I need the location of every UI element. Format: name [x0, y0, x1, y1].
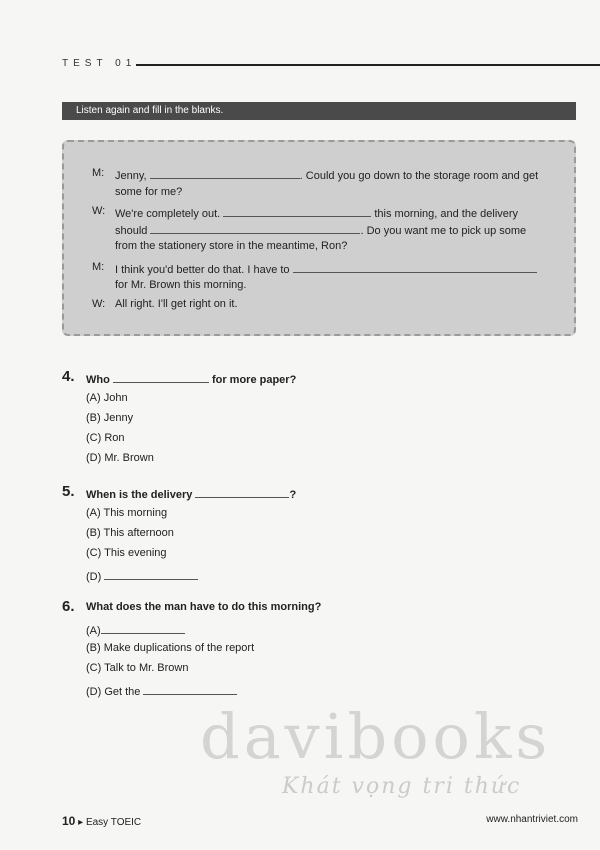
question-text-part: ? — [289, 489, 297, 501]
page-number: 10 — [62, 814, 76, 828]
book-title: Easy TOEIC — [85, 817, 142, 828]
blank-line[interactable] — [293, 261, 537, 273]
dialogue-line — [115, 167, 538, 182]
dialogue-text: some for me? — [115, 186, 183, 198]
dialogue-line — [115, 261, 537, 276]
option-label: (A) — [86, 625, 101, 637]
watermark-slogan: Khát vọng tri thức — [282, 774, 522, 799]
dialogue-text: this morning, and the delivery — [374, 208, 519, 220]
answer-option[interactable]: (C) This evening — [86, 547, 167, 559]
question-text-part: for more paper? — [211, 374, 297, 386]
dialogue-text: I think you'd better do that. I have to — [115, 264, 290, 276]
answer-option[interactable]: (D) Mr. Brown — [86, 452, 154, 464]
instruction-bar: Listen again and fill in the blanks. — [62, 102, 576, 120]
option-label: (D) Get the — [86, 686, 141, 698]
question-number: 4. — [62, 368, 75, 385]
dialogue-text: Jenny, — [115, 170, 147, 182]
dialogue-line — [115, 222, 526, 237]
speaker-m: M: — [92, 261, 105, 273]
blank-line[interactable] — [223, 205, 371, 217]
blank-line[interactable] — [143, 683, 237, 695]
answer-option[interactable]: (B) This afternoon — [86, 527, 174, 539]
watermark-brand: davibooks — [200, 700, 552, 773]
question-text — [86, 486, 296, 501]
question-text — [86, 371, 296, 386]
footer-page — [62, 814, 141, 828]
question-number: 5. — [62, 483, 75, 500]
answer-option[interactable]: (B) Jenny — [86, 412, 134, 424]
dialogue-text: . Could you go down to the storage room and get — [299, 170, 539, 182]
answer-option[interactable]: (C) Ron — [86, 432, 125, 444]
answer-option[interactable]: (C) Talk to Mr. Brown — [86, 662, 189, 674]
dialogue-text: We're completely out. — [115, 208, 221, 220]
test-header: TEST 01 — [62, 58, 137, 69]
dialogue-text: . Do you want me to pick up some — [360, 225, 527, 237]
speaker-w: W: — [92, 205, 106, 217]
footer-url[interactable]: www.nhantriviet.com — [486, 814, 578, 825]
header-rule — [136, 64, 600, 66]
blank-line[interactable] — [104, 568, 198, 580]
question-number: 6. — [62, 598, 75, 615]
blank-line[interactable] — [150, 222, 360, 234]
option-label: (D) — [86, 571, 102, 583]
question-text-part: Who — [86, 374, 110, 386]
speaker-w: W: — [92, 298, 106, 310]
dialogue-text: All right. I'll get right on it. — [115, 298, 238, 310]
blank-line[interactable] — [195, 486, 289, 498]
dialogue-text: from the stationery store in the meantime, Ron? — [115, 240, 348, 252]
blank-line[interactable] — [113, 371, 209, 383]
question-text-part: When is the delivery — [86, 489, 193, 501]
answer-option[interactable] — [86, 622, 185, 637]
question-text: What does the man have to do this morning? — [86, 601, 322, 613]
blank-line[interactable] — [101, 622, 185, 634]
answer-option[interactable] — [86, 683, 237, 698]
dialogue-line — [115, 205, 518, 220]
arrow-icon: ▸ — [78, 817, 84, 828]
answer-option[interactable] — [86, 568, 198, 583]
speaker-m: M: — [92, 167, 105, 179]
answer-option[interactable]: (A) John — [86, 392, 128, 404]
answer-option[interactable]: (A) This morning — [86, 507, 168, 519]
answer-option[interactable]: (B) Make duplications of the report — [86, 642, 255, 654]
dialogue-text: should — [115, 225, 148, 237]
blank-line[interactable] — [150, 167, 300, 179]
dialogue-text: for Mr. Brown this morning. — [115, 279, 247, 291]
